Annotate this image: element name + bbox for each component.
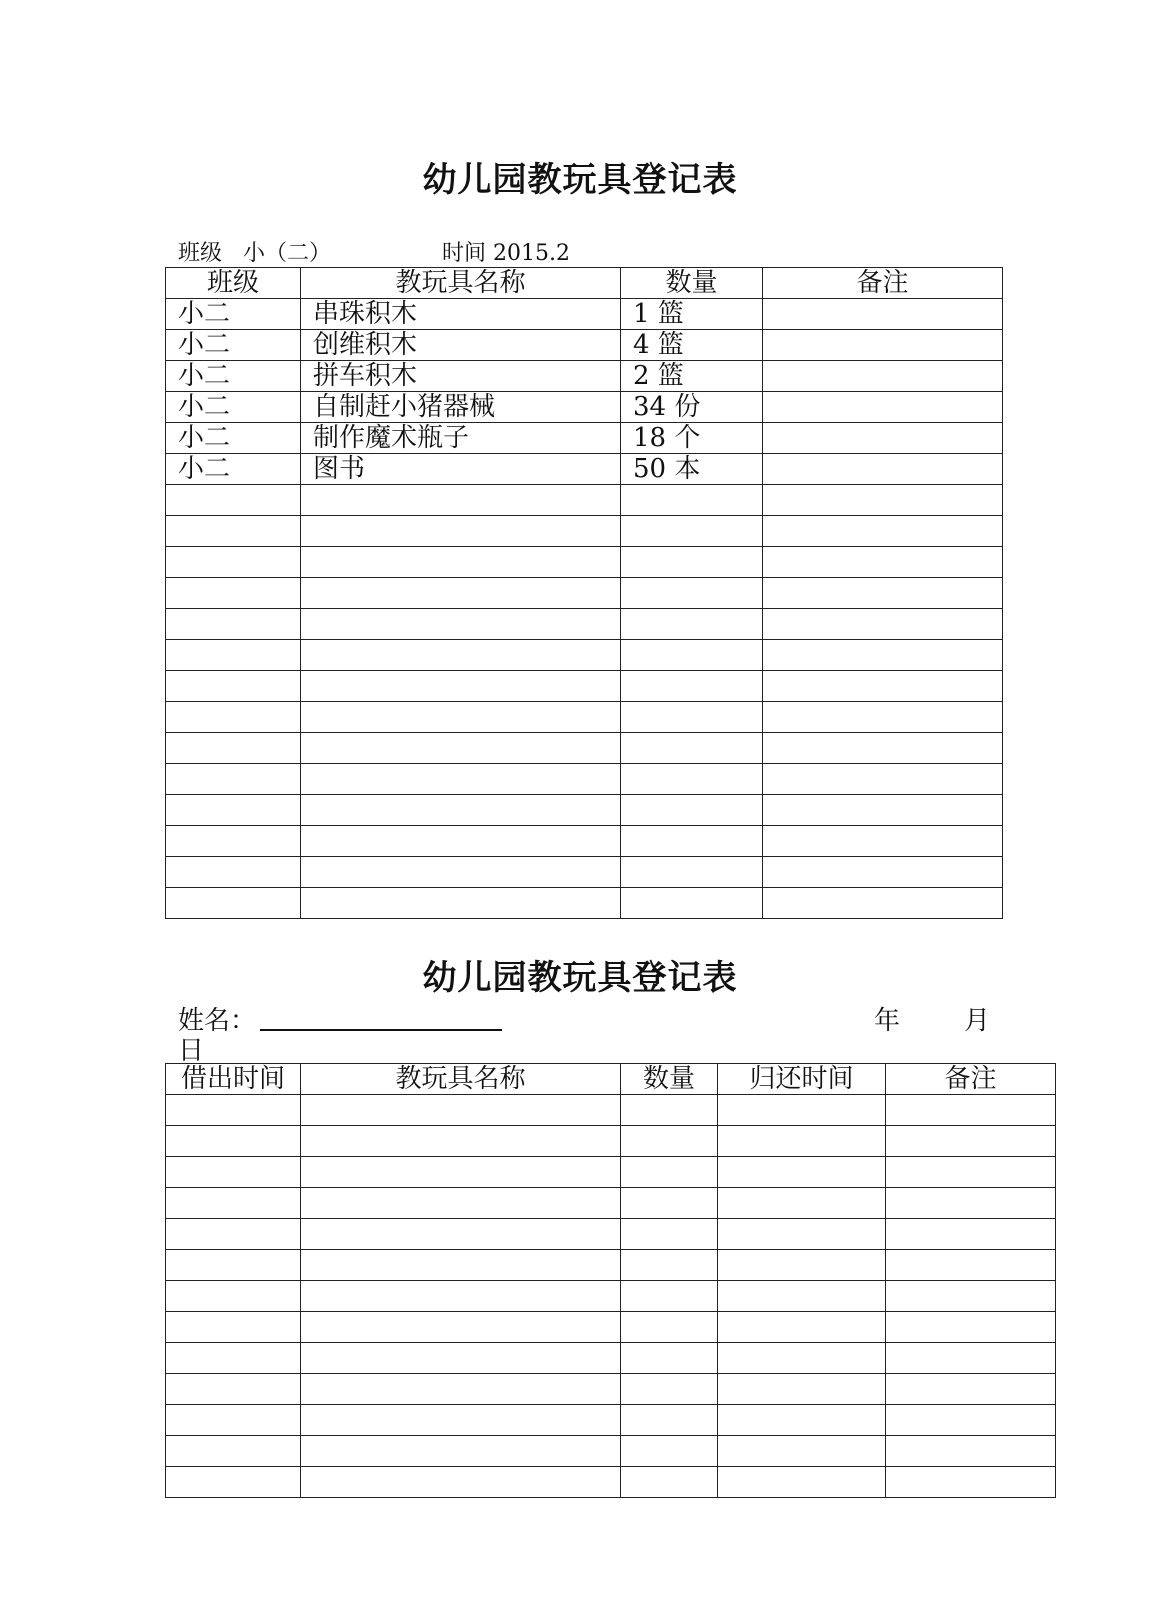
class-label: 班级	[178, 241, 223, 266]
table-cell[interactable]	[301, 888, 621, 919]
table-cell[interactable]	[301, 764, 621, 795]
table-cell[interactable]	[763, 454, 1003, 485]
column-header: 备注	[886, 1064, 1056, 1095]
form1-time-info	[442, 236, 570, 267]
table-cell[interactable]	[301, 1405, 621, 1436]
table-row	[166, 1405, 1056, 1436]
table-cell[interactable]: 图书	[301, 454, 621, 485]
table-cell[interactable]	[166, 640, 301, 671]
table-cell[interactable]	[621, 1436, 718, 1467]
table-cell[interactable]	[166, 1312, 301, 1343]
table-row	[166, 1250, 1056, 1281]
table-cell[interactable]	[886, 1436, 1056, 1467]
table-cell[interactable]	[166, 1343, 301, 1374]
table-cell[interactable]	[166, 888, 301, 919]
table-cell[interactable]	[718, 1281, 886, 1312]
table-cell[interactable]	[166, 826, 301, 857]
table-row	[166, 1095, 1056, 1126]
table-cell[interactable]	[301, 547, 621, 578]
table-cell[interactable]: 拼车积木	[301, 361, 621, 392]
table-cell[interactable]	[763, 485, 1003, 516]
table-row	[166, 485, 1003, 516]
table-cell[interactable]: 小二	[166, 299, 301, 330]
table-cell[interactable]: 串珠积木	[301, 299, 621, 330]
table-cell[interactable]	[621, 857, 763, 888]
table-cell[interactable]	[718, 1467, 886, 1498]
table-cell[interactable]	[621, 671, 763, 702]
table-cell[interactable]	[301, 640, 621, 671]
column-header: 教玩具名称	[301, 268, 621, 299]
table-cell[interactable]	[301, 795, 621, 826]
table-cell[interactable]	[621, 888, 763, 919]
table-cell[interactable]	[621, 826, 763, 857]
table-cell[interactable]	[886, 1126, 1056, 1157]
table-cell[interactable]	[886, 1312, 1056, 1343]
table-cell[interactable]	[301, 485, 621, 516]
table-row	[166, 640, 1003, 671]
table-row	[166, 423, 1003, 454]
table-cell[interactable]	[718, 1095, 886, 1126]
form2-title: 幼儿园教玩具登记表	[422, 958, 738, 998]
table-cell[interactable]	[621, 1219, 718, 1250]
table-cell[interactable]	[166, 1188, 301, 1219]
column-header: 备注	[763, 268, 1003, 299]
column-header: 班级	[166, 268, 301, 299]
table-cell[interactable]	[301, 826, 621, 857]
table-cell[interactable]	[301, 1219, 621, 1250]
table-cell[interactable]	[621, 1188, 718, 1219]
table-cell[interactable]	[301, 1157, 621, 1188]
table-row	[166, 609, 1003, 640]
name-blank[interactable]	[260, 1007, 502, 1031]
table-cell[interactable]	[166, 1281, 301, 1312]
table-cell[interactable]	[301, 671, 621, 702]
table-row	[166, 702, 1003, 733]
table-cell[interactable]	[886, 1219, 1056, 1250]
table-cell[interactable]	[763, 733, 1003, 764]
table-cell[interactable]: 自制赶小猪器械	[301, 392, 621, 423]
class-value: 小（二）	[243, 241, 332, 266]
table-row	[166, 764, 1003, 795]
table-row	[166, 671, 1003, 702]
table-cell[interactable]	[886, 1467, 1056, 1498]
table-row	[166, 454, 1003, 485]
table-cell[interactable]	[621, 1312, 718, 1343]
year-label: 年	[874, 1006, 901, 1036]
table-cell[interactable]	[301, 1343, 621, 1374]
table-cell[interactable]	[718, 1157, 886, 1188]
table-row	[166, 1126, 1056, 1157]
table-header-row	[166, 268, 1003, 299]
table-row	[166, 330, 1003, 361]
table-cell[interactable]	[301, 1188, 621, 1219]
table-cell[interactable]	[621, 640, 763, 671]
table-cell[interactable]	[301, 1126, 621, 1157]
table-cell[interactable]	[166, 733, 301, 764]
table-row	[166, 1436, 1056, 1467]
table-row	[166, 1312, 1056, 1343]
table-row	[166, 1281, 1056, 1312]
table-cell[interactable]	[301, 1281, 621, 1312]
table-cell[interactable]	[166, 1126, 301, 1157]
table-cell[interactable]	[301, 1374, 621, 1405]
time-label: 时间	[442, 241, 487, 266]
table-cell[interactable]	[166, 1157, 301, 1188]
table-cell[interactable]	[886, 1157, 1056, 1188]
table-cell[interactable]	[763, 857, 1003, 888]
table-cell[interactable]	[886, 1405, 1056, 1436]
table-cell[interactable]	[718, 1188, 886, 1219]
form2-name-info	[178, 1000, 502, 1037]
table-cell[interactable]	[718, 1374, 886, 1405]
table-row	[166, 392, 1003, 423]
form1-table	[165, 267, 1003, 919]
column-header: 数量	[621, 1064, 718, 1095]
table-cell[interactable]	[621, 764, 763, 795]
table-cell[interactable]	[166, 857, 301, 888]
table-cell[interactable]	[621, 578, 763, 609]
table-cell[interactable]: 小二	[166, 330, 301, 361]
table-cell[interactable]: 小二	[166, 392, 301, 423]
table-cell[interactable]	[166, 485, 301, 516]
column-header: 教玩具名称	[301, 1064, 621, 1095]
table-cell[interactable]	[763, 888, 1003, 919]
table-cell[interactable]	[886, 1343, 1056, 1374]
table-cell[interactable]: 34 份	[621, 392, 763, 423]
table-cell[interactable]	[621, 1095, 718, 1126]
table-row	[166, 888, 1003, 919]
table-cell[interactable]	[718, 1219, 886, 1250]
table-cell[interactable]	[621, 516, 763, 547]
table-cell[interactable]	[301, 578, 621, 609]
table-cell[interactable]	[166, 547, 301, 578]
table-cell[interactable]	[621, 1343, 718, 1374]
table-cell[interactable]	[621, 795, 763, 826]
month-label: 月	[964, 1006, 991, 1036]
name-label: 姓名：	[178, 1006, 257, 1036]
table-cell[interactable]	[166, 1219, 301, 1250]
table-cell[interactable]	[886, 1095, 1056, 1126]
table-cell[interactable]	[886, 1281, 1056, 1312]
table-cell[interactable]	[621, 1126, 718, 1157]
table-cell[interactable]	[718, 1312, 886, 1343]
table-cell[interactable]	[763, 826, 1003, 857]
column-header: 归还时间	[718, 1064, 886, 1095]
table-row	[166, 857, 1003, 888]
table-cell[interactable]	[301, 1250, 621, 1281]
table-cell[interactable]: 2 篮	[621, 361, 763, 392]
table-cell[interactable]	[718, 1126, 886, 1157]
column-header: 数量	[621, 268, 763, 299]
table-cell[interactable]: 创维积木	[301, 330, 621, 361]
table-cell[interactable]: 小二	[166, 454, 301, 485]
table-cell[interactable]	[301, 1312, 621, 1343]
form1-class-info	[178, 236, 331, 267]
table-cell[interactable]: 小二	[166, 361, 301, 392]
table-cell[interactable]	[301, 702, 621, 733]
table-cell[interactable]	[763, 578, 1003, 609]
table-cell[interactable]	[621, 609, 763, 640]
table-cell[interactable]	[621, 702, 763, 733]
table-cell[interactable]: 1 篮	[621, 299, 763, 330]
table-row	[166, 516, 1003, 547]
table-cell[interactable]	[166, 609, 301, 640]
table-cell[interactable]	[763, 702, 1003, 733]
table-cell[interactable]: 18 个	[621, 423, 763, 454]
table-cell[interactable]: 50 本	[621, 454, 763, 485]
table-cell[interactable]	[763, 640, 1003, 671]
table-row	[166, 1343, 1056, 1374]
table-cell[interactable]	[886, 1374, 1056, 1405]
table-cell[interactable]	[718, 1405, 886, 1436]
table-cell[interactable]	[301, 516, 621, 547]
table-row	[166, 1374, 1056, 1405]
table-cell[interactable]	[763, 547, 1003, 578]
form2-table	[165, 1063, 1056, 1498]
table-cell[interactable]	[763, 764, 1003, 795]
table-cell[interactable]	[621, 1157, 718, 1188]
table-cell[interactable]	[301, 1436, 621, 1467]
table-cell[interactable]	[166, 1405, 301, 1436]
table-row	[166, 578, 1003, 609]
table-row	[166, 361, 1003, 392]
table-cell[interactable]	[763, 330, 1003, 361]
table-cell[interactable]	[301, 609, 621, 640]
table-cell[interactable]	[763, 671, 1003, 702]
table-row	[166, 1467, 1056, 1498]
table-cell[interactable]	[166, 1436, 301, 1467]
day-label: 日	[178, 1036, 205, 1066]
table-row	[166, 1188, 1056, 1219]
table-cell[interactable]	[718, 1250, 886, 1281]
table-row	[166, 299, 1003, 330]
table-cell[interactable]	[166, 1374, 301, 1405]
table-cell[interactable]	[621, 485, 763, 516]
table-row	[166, 1157, 1056, 1188]
table-cell[interactable]	[763, 609, 1003, 640]
table-cell[interactable]	[763, 516, 1003, 547]
table-cell[interactable]	[621, 1281, 718, 1312]
table-cell[interactable]	[166, 1467, 301, 1498]
table-cell[interactable]	[718, 1436, 886, 1467]
table-cell[interactable]	[763, 361, 1003, 392]
table-row	[166, 547, 1003, 578]
table-cell[interactable]	[301, 857, 621, 888]
time-value: 2015.2	[493, 241, 570, 266]
table-cell[interactable]	[301, 1095, 621, 1126]
table-cell[interactable]	[166, 1250, 301, 1281]
table-cell[interactable]	[763, 795, 1003, 826]
table-cell[interactable]: 小二	[166, 423, 301, 454]
table-cell[interactable]	[166, 671, 301, 702]
table-cell[interactable]	[166, 764, 301, 795]
table-cell[interactable]	[621, 547, 763, 578]
table-cell[interactable]	[886, 1250, 1056, 1281]
table-row	[166, 733, 1003, 764]
table-cell[interactable]	[166, 1095, 301, 1126]
form1-title: 幼儿园教玩具登记表	[422, 160, 738, 200]
table-cell[interactable]	[166, 702, 301, 733]
table-row	[166, 826, 1003, 857]
table-cell[interactable]	[621, 1250, 718, 1281]
table-cell[interactable]	[166, 795, 301, 826]
table-cell[interactable]	[886, 1188, 1056, 1219]
table-cell[interactable]	[301, 733, 621, 764]
table-cell[interactable]	[763, 392, 1003, 423]
table-cell[interactable]	[621, 733, 763, 764]
table-cell[interactable]	[301, 1467, 621, 1498]
table-row	[166, 1219, 1056, 1250]
table-cell[interactable]	[166, 516, 301, 547]
table-cell[interactable]: 制作魔术瓶子	[301, 423, 621, 454]
table-cell[interactable]: 4 篮	[621, 330, 763, 361]
table-row	[166, 795, 1003, 826]
table-cell[interactable]	[166, 578, 301, 609]
column-header: 借出时间	[166, 1064, 301, 1095]
table-header-row	[166, 1064, 1056, 1095]
table-cell[interactable]	[718, 1343, 886, 1374]
table-cell[interactable]	[621, 1405, 718, 1436]
table-cell[interactable]	[621, 1467, 718, 1498]
table-cell[interactable]	[763, 299, 1003, 330]
table-cell[interactable]	[621, 1374, 718, 1405]
table-cell[interactable]	[763, 423, 1003, 454]
